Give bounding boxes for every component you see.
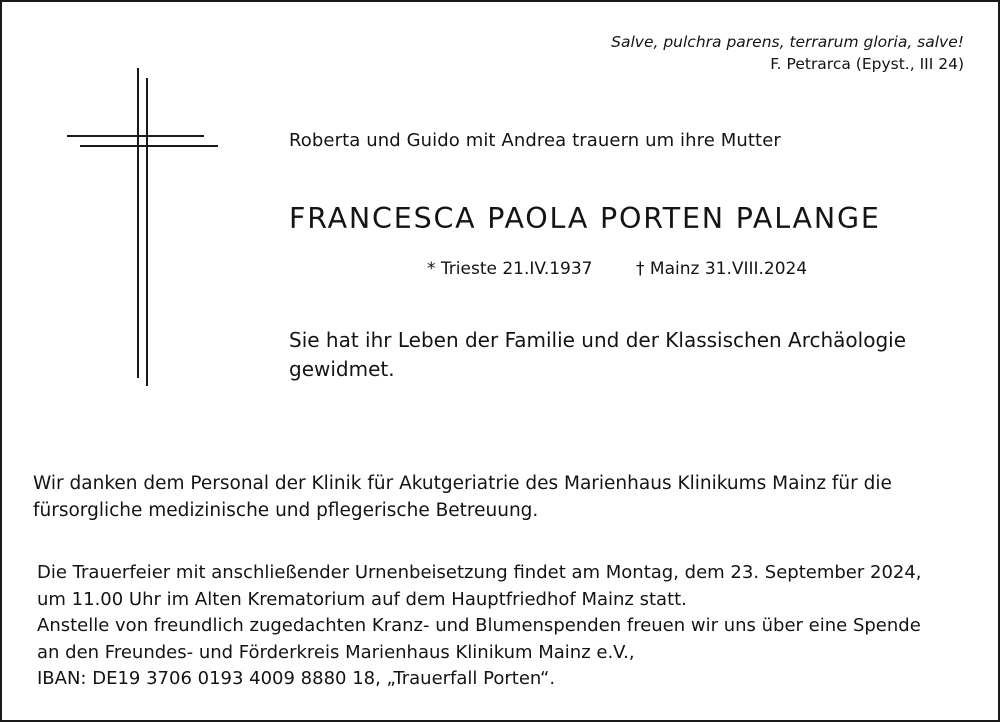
dedication-text: Sie hat ihr Leben der Familie und der Klassischen Archäologie gewidmet.: [289, 328, 907, 381]
birth-date: * Trieste 21.IV.1937: [427, 259, 593, 279]
ceremony-line: an den Freundes- und Förderkreis Marienhaus Klinikum Mainz e.V.,: [37, 641, 635, 663]
death-date: † Mainz 31.VIII.2024: [636, 259, 808, 279]
epigraph-text: Salve, pulchra parens, terrarum gloria, salve!: [611, 33, 964, 51]
ceremony-paragraph: [37, 560, 977, 693]
ceremony-line: Anstelle von freundlich zugedachten Kranz- und Blumenspenden freuen wir uns über eine Spende: [37, 615, 921, 636]
ceremony-line: Die Trauerfeier mit anschließender Urnenbeisetzung findet am Montag, dem 23. September 2024,: [37, 562, 922, 583]
cross-horizontal-bar: [80, 145, 218, 147]
deceased-name: FRANCESCA PAOLA PORTEN PALANGE: [289, 202, 881, 235]
cross-horizontal-bar: [67, 135, 204, 137]
ceremony-line: um 11.00 Uhr im Alten Krematorium auf dem Hauptfriedhof Mainz statt.: [37, 588, 687, 610]
thanks-paragraph: Wir danken dem Personal der Klinik für Akutgeriatrie des Marienhaus Klinikums Mainz für die fürsorgliche medizinische und pflegerische Betreuung.: [33, 473, 892, 521]
cross-vertical-bar: [137, 68, 139, 378]
cross-vertical-bar: [146, 78, 148, 386]
ceremony-line: IBAN: DE19 3706 0193 4009 8880 18, „Trauerfall Porten“.: [37, 668, 556, 689]
mourners-line: Roberta und Guido mit Andrea trauern um ihre Mutter: [289, 130, 781, 151]
epigraph-source: F. Petrarca (Epyst., III 24): [770, 55, 964, 73]
epigraph: [611, 31, 964, 75]
